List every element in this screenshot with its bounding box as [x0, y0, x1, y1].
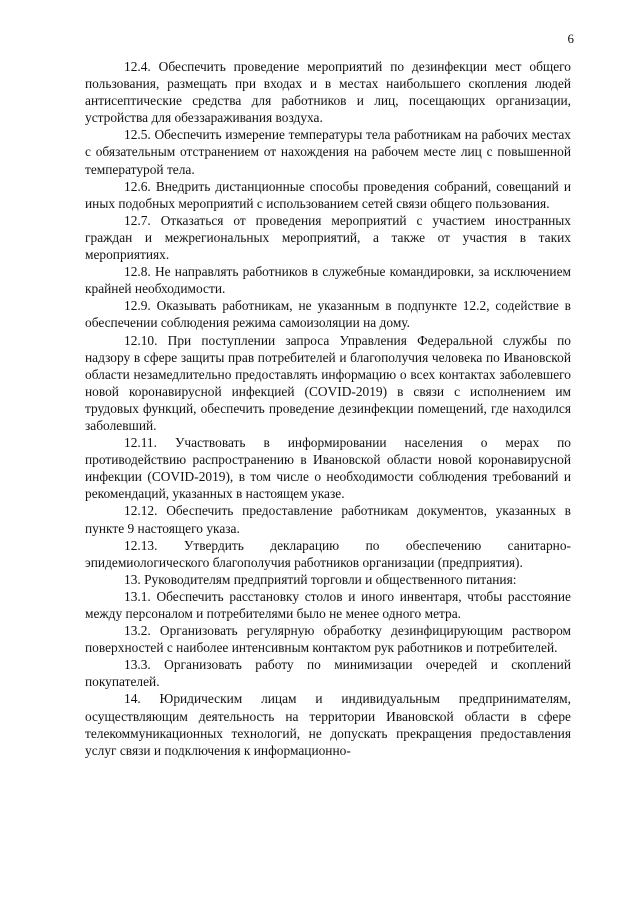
paragraph-13-3: 13.3. Организовать работу по минимизации очередей и скоплений покупателей.	[85, 657, 571, 690]
paragraph-12-5: 12.5. Обеспечить измерение температуры тела работникам на рабочих местах с обязательным отстранением от нахождения на рабочем месте лиц с повышенной температурой тела.	[85, 127, 571, 177]
paragraph-12-12: 12.12. Обеспечить предоставление работникам документов, указанных в пункте 9 настоящего указа.	[85, 503, 571, 536]
paragraph-13: 13. Руководителям предприятий торговли и общественного питания:	[124, 571, 517, 587]
paragraph-12-7: 12.7. Отказаться от проведения мероприятий с участием иностранных граждан и межрегиональных мероприятий, а также от участия в таких мероприятиях.	[85, 212, 571, 263]
paragraph-12-8: 12.8. Не направлять работников в служебные командировки, за исключением крайней необходимости.	[85, 264, 571, 297]
document-body	[85, 58, 571, 759]
paragraph-13-1: 13.1. Обеспечить расстановку столов и иного инвентаря, чтобы расстояние между персоналом и потребителями было не менее одного метра.	[85, 588, 571, 621]
paragraph-12-11: 12.11. Участвовать в информировании населения о мерах по противодействию распространению в Ивановской области новой коронавирусной инфекции (COVID-2019), в том числе о необходимости соблюдения требований и рекомендаций, указанных в настоящем указе.	[85, 435, 571, 502]
paragraph-13-2: 13.2. Организовать регулярную обработку дезинфицирующим раствором поверхностей с наиболее интенсивным контактом рук работников и потребителей.	[85, 623, 571, 656]
paragraph-12-4: 12.4. Обеспечить проведение мероприятий по дезинфекции мест общего пользования, размещать при входах и в местах наибольшего скопления людей антисептические средства для работников и лиц, посещающих организации, устройства для обеззараживания воздуха.	[85, 59, 571, 126]
paragraph-12-9: 12.9. Оказывать работникам, не указанным в подпункте 12.2, содействие в обеспечении соблюдения режима самоизоляции на дому.	[85, 298, 571, 331]
paragraph-12-10: 12.10. При поступлении запроса Управления Федеральной службы по надзору в сфере защиты прав потребителей и благополучия человека по Ивановской области незамедлительно предоставлять информацию о всех контактах заболевшего новой коронавирусной инфекцией (COVID-2019) в связи с исполнением им трудовых функций, обеспечить проведение дезинфекции помещений, где находился заболевший.	[85, 332, 571, 433]
paragraph-14: 14. Юридическим лицам и индивидуальным предпринимателям, осуществляющим деятельность на территории Ивановской области в сфере телекоммуникационных технологий, не допускать прекращения предоставления услуг связи и подключения к информационно-	[85, 691, 571, 758]
page-number: 6	[567, 31, 574, 46]
paragraph-12-13: 12.13. Утвердить декларацию по обеспечению санитарно-эпидемиологического благополучия работников организации (предприятия).	[85, 537, 571, 570]
paragraph-12-6: 12.6. Внедрить дистанционные способы проведения собраний, совещаний и иных подобных мероприятий с использованием сетей связи общего пользования.	[85, 178, 571, 211]
